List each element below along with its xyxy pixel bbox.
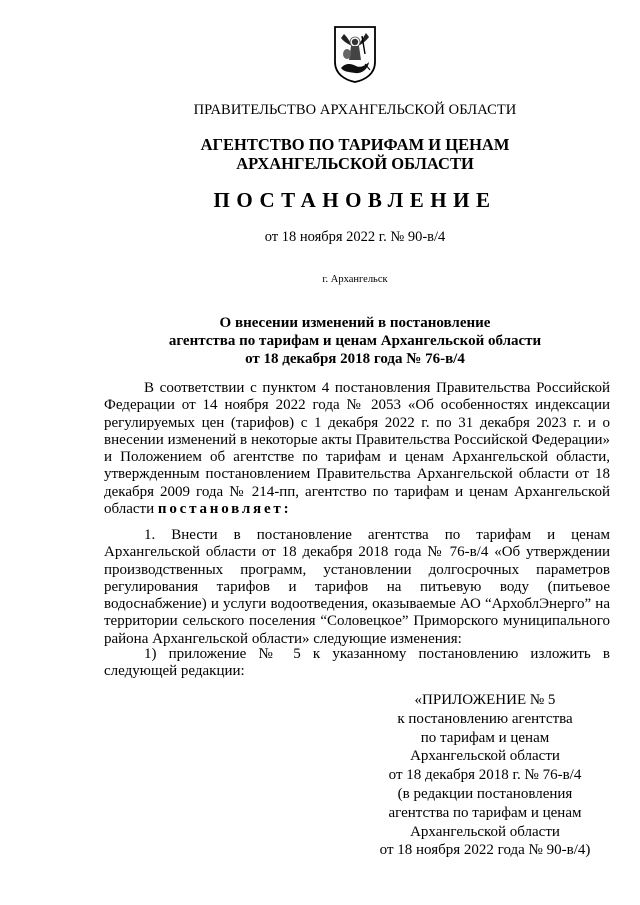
document-date-number: от 18 ноября 2022 г. № 90-в/4 — [264, 229, 446, 245]
preamble-paragraph — [104, 380, 610, 518]
appendix-header — [360, 691, 610, 860]
agency-title-line2: АРХАНГЕЛЬСКОЙ ОБЛАСТИ — [236, 154, 474, 173]
government-title: ПРАВИТЕЛЬСТВО АРХАНГЕЛЬСКОЙ ОБЛАСТИ — [193, 102, 517, 118]
archangel-shield-icon — [332, 24, 378, 84]
subject-line1: О внесении изменений в постановление — [219, 315, 491, 331]
item-1-paragraph: 1. Внести в постановление агентства по тарифам и ценам Архангельской области от 18 декабря 2018 года № 76-в/4 «Об утверждении производственных программ, установлении долгосрочных параметров регулирования тарифов и тарифов на питьевую воду (питьевое водоснабжение) и услуги водоотведения, оказываемые АО “АрхоблЭнерго” на территории сельского поселения “Соловецкое” Приморского муниципального района Архангельской области» следующие изменения: — [104, 527, 610, 647]
appendix-line3: по тарифам и ценам — [420, 729, 550, 746]
document-city: г. Архангельск — [322, 274, 388, 285]
coat-of-arms-emblem — [332, 24, 378, 84]
appendix-line2: к постановлению агентства — [397, 710, 573, 727]
subject-line2: агентства по тарифам и ценам Архангельской области — [168, 333, 542, 349]
preamble-text: В соответствии с пунктом 4 постановления Правительства Российской Федерации от 14 ноября 2022 года № 2053 «Об особенностях индексации регулируемых цен (тарифов) с 1 декабря 2022 г. по 31 декабря 2023 г. и о внесении изменений в некоторые акты Правительства Российской Федерации» и Положением об агентстве по тарифам и ценам Архангельской области, утвержденным постановлением Правительства Архангельской области от 18 декабря 2009 года № 214-пп, агентство по тарифам и ценам Архангельской области — [104, 380, 610, 518]
agency-title — [0, 135, 640, 173]
appendix-line7: агентства по тарифам и ценам — [388, 804, 582, 821]
appendix-line5: от 18 декабря 2018 г. № 76-в/4 — [388, 767, 582, 784]
document-type-title: ПОСТАНОВЛЕНИЕ — [213, 188, 497, 212]
document-subject — [0, 314, 640, 368]
subitem-1-paragraph: 1) приложение № 5 к указанному постановлению изложить в следующей редакции: — [104, 646, 610, 680]
appendix-line1: «ПРИЛОЖЕНИЕ № 5 — [414, 692, 556, 708]
appendix-line8: Архангельской области — [410, 823, 560, 840]
decree-keyword: постановляет: — [157, 501, 292, 518]
appendix-line6: (в редакции постановления — [397, 785, 573, 802]
appendix-line4: Архангельской области — [410, 748, 560, 765]
subject-line3: от 18 декабря 2018 года № 76-в/4 — [245, 351, 465, 367]
agency-title-line1: АГЕНТСТВО ПО ТАРИФАМ И ЦЕНАМ — [200, 135, 510, 154]
appendix-line9: от 18 ноября 2022 года № 90-в/4) — [379, 842, 591, 859]
